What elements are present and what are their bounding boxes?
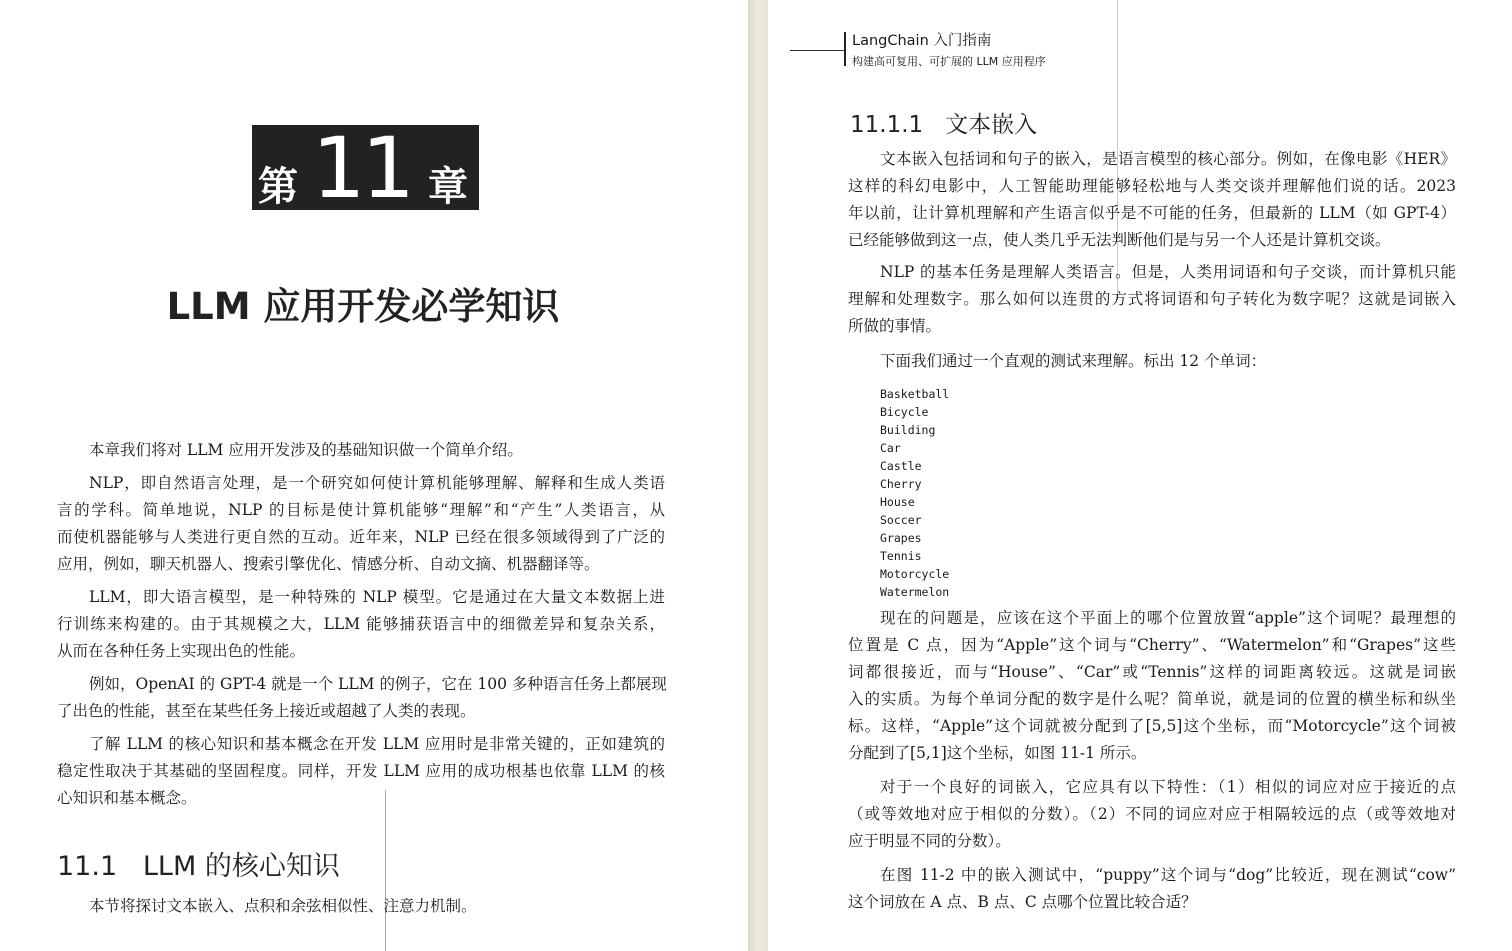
text-line: （或等效地对应于相似的分数）。（2）不同的词应对应于相隔较远的点（或等效地对 [848, 805, 1456, 823]
text-line: 标。这样，“Apple”这个词就被分配到了[5,5]这个坐标，而“Motorcycle”这个词被 [848, 717, 1456, 735]
text-line: 这个词放在 A 点、B 点、C 点哪个位置比较合适？ [848, 893, 1197, 911]
word-list-item: Castle [880, 459, 922, 473]
section-heading: 11.1 LLM 的核心知识 [57, 851, 340, 882]
paragraph [848, 862, 1456, 916]
text-line: 本节将探讨文本嵌入、点积和余弦相似性、注意力机制。 [89, 897, 477, 915]
text-line: 了解 LLM 的核心知识和基本概念在开发 LLM 应用时是非常关键的，正如建筑的 [89, 735, 665, 753]
word-list-item: Grapes [880, 531, 922, 545]
subsection-heading: 11.1.1 文本嵌入 [850, 112, 1038, 138]
text-line: 应用，例如，聊天机器人、搜索引擎优化、情感分析、自动文摘、机器翻译等。 [57, 555, 600, 573]
text-line: 言的学科。简单地说，NLP 的目标是使计算机能够“理解”和“产生”人类语言，从 [57, 501, 665, 519]
chapter-title: LLM 应用开发必学知识 [166, 285, 560, 328]
text-line: 入的实质。为每个单词分配的数字是什么呢？简单说，就是词的位置的横坐标和纵坐 [848, 690, 1456, 708]
text-line: 例如，OpenAI 的 GPT-4 就是一个 LLM 的例子，它在 100 多种语言任务上都展现 [89, 675, 667, 693]
text-line: 年以前，让计算机理解和产生语言似乎是不可能的任务，但最新的 LLM（如 GPT-4） [848, 204, 1456, 222]
text-line: 对于一个良好的词嵌入，它应具有以下特性：（1）相似的词应对应于接近的点 [880, 778, 1456, 796]
paragraph [57, 731, 665, 812]
text-line: LLM，即大语言模型，是一种特殊的 NLP 模型。它是通过在大量文本数据上进 [89, 588, 665, 606]
paragraph [848, 774, 1456, 855]
paragraph [848, 146, 1456, 254]
book-gutter [748, 0, 768, 951]
word-list-item: Cherry [880, 477, 922, 491]
chapter-prefix: 第 [258, 164, 298, 210]
text-line: NLP，即自然语言处理，是一个研究如何使计算机能够理解、解释和生成人类语 [89, 474, 665, 492]
paragraph [57, 893, 665, 920]
text-line: 应于明显不同的分数）。 [848, 832, 1011, 850]
text-line: 本章我们将对 LLM 应用开发涉及的基础知识做一个简单介绍。 [89, 441, 523, 459]
text-line: 心知识和基本概念。 [57, 789, 197, 807]
running-header-rule [790, 50, 845, 51]
text-line: 理解和处理数字。那么如何以连贯的方式将词语和句子转化为数字呢？这就是词嵌入 [848, 290, 1456, 308]
scan-artifact-line [385, 790, 386, 951]
text-line: 词都很接近，而与“House”、“Car”或“Tennis”这样的词距离较远。这就是词嵌 [848, 663, 1456, 681]
paragraph [57, 470, 665, 578]
text-line: 行训练来构建的。由于其规模之大，LLM 能够捕获语言中的细微差异和复杂关系， [57, 615, 665, 633]
text-line: 这样的科幻电影中，人工智能助理能够轻松地与人类交谈并理解他们说的话。2023 [848, 177, 1456, 195]
chapter-number-box [252, 119, 479, 217]
word-list-item: Basketball [880, 387, 950, 401]
text-line: 文本嵌入包括词和句子的嵌入，是语言模型的核心部分。例如，在像电影《HER》 [880, 150, 1456, 168]
text-line: 现在的问题是，应该在这个平面上的哪个位置放置“apple”这个词呢？最理想的 [880, 609, 1456, 627]
text-line: 而使机器能够与人类进行更自然的互动。近年来，NLP 已经在很多领域得到了广泛的 [57, 528, 665, 546]
word-list-item: Bicycle [880, 405, 929, 419]
text-line: 了出色的性能，甚至在某些任务上接近或超越了人类的表现。 [57, 702, 476, 720]
text-line: 在图 11-2 中的嵌入测试中，“puppy”这个词与“dog”比较近，现在测试“cow” [880, 866, 1456, 884]
scan-artifact-line [1117, 0, 1118, 300]
running-header-subtitle: 构建高可复用、可扩展的 LLM 应用程序 [852, 55, 1046, 68]
text-line: 已经能够做到这一点，使人类几乎无法判断他们是与另一个人还是计算机交谈。 [848, 231, 1391, 249]
chapter-suffix: 章 [428, 164, 468, 210]
word-list-item: Motorcycle [880, 567, 950, 581]
text-line: 从而在各种任务上实现出色的性能。 [57, 642, 306, 660]
text-line: NLP 的基本任务是理解人类语言。但是，人类用词语和句子交谈，而计算机只能 [880, 263, 1456, 281]
word-list [880, 385, 949, 601]
word-list-item: Building [880, 423, 936, 437]
word-list-item: Car [880, 441, 901, 455]
paragraph [57, 671, 665, 725]
word-list-item: Soccer [880, 513, 922, 527]
left-page [0, 0, 748, 951]
text-line: 分配到了[5,1]这个坐标，如图 11-1 所示。 [848, 744, 1147, 762]
word-list-item: House [880, 495, 915, 509]
running-header-title: LangChain 入门指南 [852, 33, 992, 49]
paragraph [848, 348, 1456, 375]
word-list-item: Tennis [880, 549, 922, 563]
text-line: 稳定性取决于其基础的坚固程度。同样，开发 LLM 应用的成功根基也依靠 LLM 的核 [57, 762, 665, 780]
word-list-item: Watermelon [880, 585, 950, 599]
paragraph [848, 605, 1456, 767]
running-header-bar [844, 32, 846, 66]
text-line: 位置是 C 点，因为“Apple”这个词与“Cherry”、“Watermelon”和“Grapes”这些 [848, 636, 1456, 654]
paragraph [848, 259, 1456, 340]
text-line: 所做的事情。 [848, 317, 942, 335]
paragraph [57, 437, 665, 464]
text-line: 下面我们通过一个直观的测试来理解。标出 12 个单词： [880, 352, 1267, 370]
chapter-number: 11 [312, 119, 411, 217]
paragraph [57, 584, 665, 665]
